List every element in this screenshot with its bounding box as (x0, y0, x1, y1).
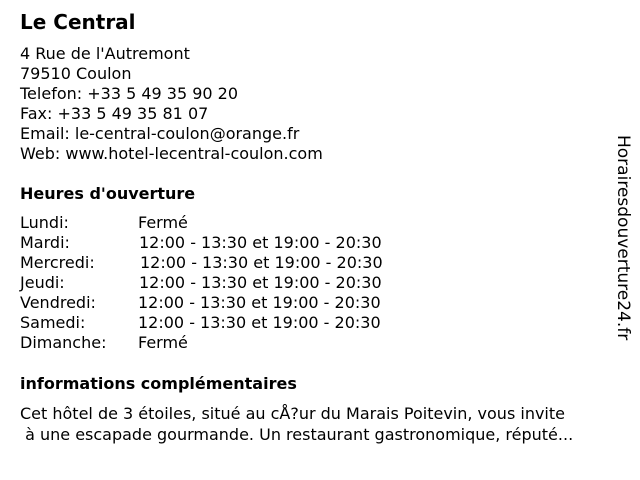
day-label: Vendredi: (20, 293, 96, 312)
description-line: Cet hôtel de 3 étoiles, situé au cÅ?ur du Marais Poitevin, vous invite (20, 404, 565, 423)
website-address: Web: www.hotel-lecentral-coulon.com (20, 144, 323, 163)
contact-details (20, 44, 323, 164)
day-label: Jeudi: (20, 273, 65, 292)
day-hours: 12:00 - 13:30 et 19:00 - 20:30 (138, 293, 381, 312)
day-label: Lundi: (20, 213, 69, 232)
day-hours: 12:00 - 13:30 et 19:00 - 20:30 (138, 313, 381, 332)
address-street: 4 Rue de l'Autremont (20, 44, 190, 63)
additional-info-heading: informations complémentaires (20, 374, 297, 393)
business-name: Le Central (20, 10, 136, 34)
site-watermark: Horairesdouverture24.fr (613, 135, 633, 341)
day-label: Mardi: (20, 233, 70, 252)
phone-number: Telefon: +33 5 49 35 90 20 (20, 84, 239, 103)
description-line: à une escapade gourmande. Un restaurant gastronomique, réputé... (20, 425, 574, 444)
day-hours: Fermé (138, 333, 188, 352)
opening-hours-heading: Heures d'ouverture (20, 184, 196, 203)
day-hours: Fermé (138, 213, 188, 232)
day-hours: 12:00 - 13:30 et 19:00 - 20:30 (140, 253, 383, 272)
fax-number: Fax: +33 5 49 35 81 07 (20, 104, 209, 123)
address-city: 79510 Coulon (20, 64, 132, 83)
day-label: Mercredi: (20, 253, 95, 272)
day-hours: 12:00 - 13:30 et 19:00 - 20:30 (139, 233, 382, 252)
additional-info-text (20, 403, 630, 445)
email-address: Email: le-central-coulon@orange.fr (20, 124, 300, 143)
day-label: Samedi: (20, 313, 86, 332)
day-hours: 12:00 - 13:30 et 19:00 - 20:30 (139, 273, 382, 292)
day-label: Dimanche: (20, 333, 107, 352)
